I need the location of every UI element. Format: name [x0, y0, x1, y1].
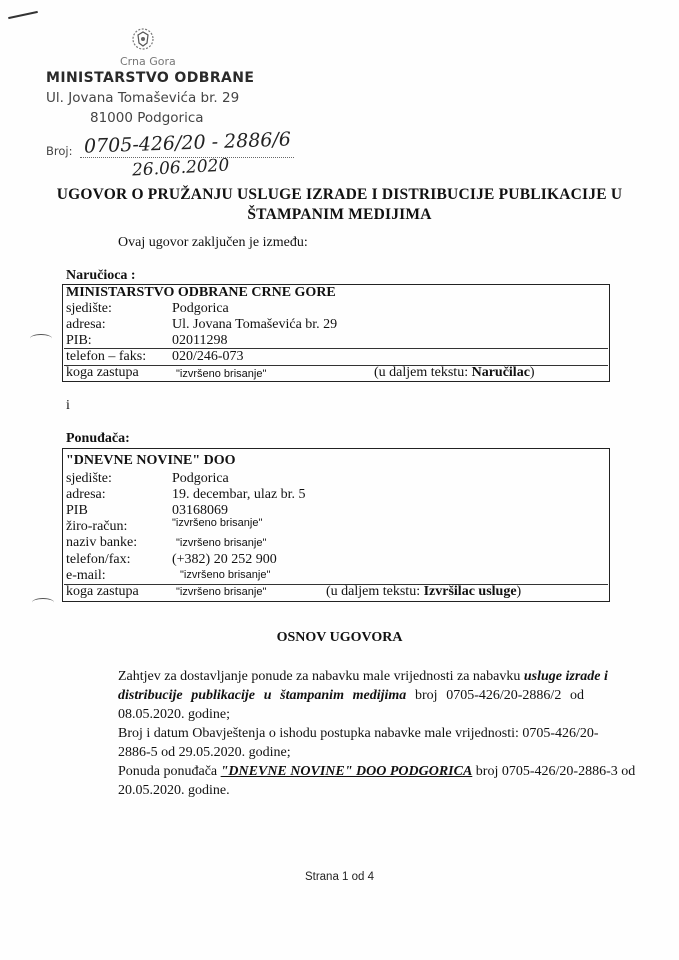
narucilac-row-label: sjedište:: [66, 301, 112, 316]
basis-text: broj 0705-426/20-2886/2 od: [414, 688, 585, 703]
basis-emphasis: usluge izrade i: [523, 669, 608, 684]
basis-line: [118, 686, 584, 705]
role-name: Naručilac: [471, 365, 530, 380]
ponudjac-row-value: 19. decembar, ulaz br. 5: [172, 487, 306, 502]
coat-of-arms-emblem: [130, 26, 156, 52]
ponudjac-row-value: Podgorica: [172, 471, 229, 486]
ponudjac-row-value: "izvršeno brisanje": [180, 569, 271, 581]
header-country: Crna Gora: [120, 55, 176, 68]
narucilac-row-value: Ul. Jovana Tomaševića br. 29: [172, 317, 338, 332]
scan-mark-line: [8, 11, 38, 19]
ponudjac-row-value: (+382) 20 252 900: [172, 552, 277, 567]
margin-mark: [32, 598, 54, 607]
ponudjac-row-label: adresa:: [66, 487, 106, 502]
ponudjac-row-value: "izvršeno brisanje": [172, 517, 263, 529]
narucilac-row-label: adresa:: [66, 317, 106, 332]
basis-line: 08.05.2020. godine;: [118, 707, 230, 722]
role-suffix: ): [516, 584, 522, 599]
ponudjac-row-label: žiro-račun:: [66, 519, 128, 534]
ponudjac-row-label: sjedište:: [66, 471, 112, 486]
basis-line: 2886-5 od 29.05.2020. godine;: [118, 745, 291, 760]
narucilac-row-value: 02011298: [172, 333, 228, 348]
ponudjac-row-value: 03168069: [172, 503, 228, 518]
role-prefix: (u daljem tekstu:: [326, 584, 424, 599]
ponudjac-row-value: "izvršeno brisanje": [176, 537, 267, 549]
narucilac-row-value: Podgorica: [172, 301, 229, 316]
narucilac-row-value: 020/246-073: [172, 349, 244, 364]
contract-title-line1: UGOVOR O PRUŽANJU USLUGE IZRADE I DISTRIBUCIJE PUBLIKACIJE U: [56, 186, 623, 203]
narucilac-name: MINISTARSTVO ODBRANE CRNE GORE: [66, 285, 336, 300]
connector-text: i: [66, 398, 70, 413]
ponudjac-row-label: koga zastupa: [66, 584, 139, 599]
header-broj-value: 0705-426/20 - 2886/6: [83, 128, 292, 158]
header-address: Ul. Jovana Tomaševića br. 29: [46, 90, 240, 106]
narucilac-row-label: telefon – faks:: [66, 349, 147, 364]
header-ministry: MINISTARSTVO ODBRANE: [46, 70, 255, 86]
narucilac-row-value: "izvršeno brisanje": [176, 368, 267, 380]
ponudjac-row-label: e-mail:: [66, 568, 106, 583]
basis-line: 20.05.2020. godine.: [118, 783, 230, 798]
ponudjac-name: "DNEVNE NOVINE" DOO: [66, 453, 236, 468]
margin-mark: [30, 334, 52, 343]
narucilac-heading: Naručioca :: [66, 268, 136, 283]
contract-title-line2: ŠTAMPANIM MEDIJIMA: [247, 206, 432, 223]
narucilac-row-label: PIB:: [66, 333, 92, 348]
ponudjac-row-label: naziv banke:: [66, 535, 138, 550]
footer-page-number: Strana 1 od 4: [304, 871, 375, 883]
basis-line: [118, 667, 608, 686]
basis-line: [118, 762, 636, 781]
header-date: 26.06.2020: [131, 155, 230, 181]
basis-text: Ponuda ponuđača: [118, 764, 218, 779]
ponudjac-heading: Ponuđača:: [66, 431, 130, 446]
ponudjac-row-label: telefon/fax:: [66, 552, 131, 567]
narucilac-row-label: koga zastupa: [66, 365, 139, 380]
basis-paragraphs: [118, 667, 636, 800]
role-name: Izvršilac usluge: [423, 584, 517, 599]
basis-line: Broj i datum Obavještenja o ishodu postupka nabavke male vrijednosti: 0705-426/20-: [118, 726, 599, 741]
narucilac-role: [374, 365, 535, 381]
ponudjac-row-label: PIB: [66, 503, 88, 518]
basis-text: Zahtjev za dostavljanje ponude za nabavku male vrijednosti za nabavku: [118, 669, 521, 684]
basis-text: broj 0705-426/20-2886-3 od: [475, 764, 636, 779]
role-prefix: (u daljem tekstu:: [374, 365, 472, 380]
header-broj-label: Broj:: [46, 144, 73, 158]
basis-heading: OSNOV UGOVORA: [276, 630, 403, 645]
role-suffix: ): [529, 365, 535, 380]
basis-emphasis: "DNEVNE NOVINE" DOO PODGORICA: [220, 764, 473, 779]
ponudjac-role: [326, 584, 521, 600]
intro-text: Ovaj ugovor zaključen je između:: [118, 235, 308, 250]
header-city: 81000 Podgorica: [90, 110, 204, 126]
ponudjac-row-value: "izvršeno brisanje": [176, 586, 267, 598]
ponudjac-box: [62, 448, 610, 602]
basis-emphasis: distribucije publikacije u štampanim medijima: [118, 688, 407, 703]
